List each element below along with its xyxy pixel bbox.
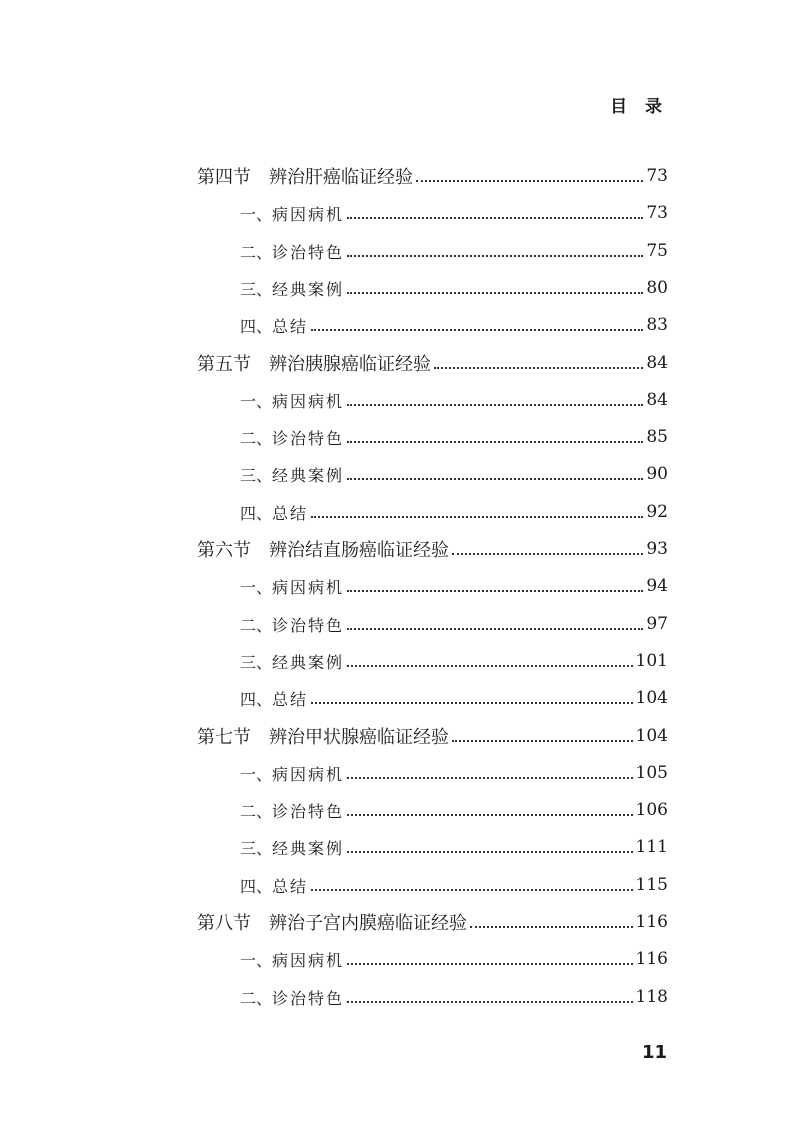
toc-entry-row (240, 386, 668, 414)
toc-page-number: 93 (646, 539, 668, 559)
toc-page-number: 73 (646, 166, 668, 186)
entry-index: 二、 (240, 988, 273, 1008)
entry-index: 四、 (240, 503, 273, 523)
toc-section-row (197, 535, 668, 563)
dot-leader (347, 665, 633, 667)
entry-title: 总结 (272, 689, 309, 709)
toc-page-number: 75 (646, 241, 668, 261)
toc-entry-row (240, 833, 668, 861)
section-number: 第八节 (197, 913, 251, 934)
toc-page-number: 90 (646, 464, 668, 484)
page-header-title: 目 录 (610, 97, 668, 117)
entry-index: 四、 (240, 689, 273, 709)
toc-label (240, 986, 344, 1009)
toc-entry-row (240, 199, 668, 227)
toc-entry-row (240, 460, 668, 488)
dot-leader (452, 553, 643, 555)
toc-page-number: 94 (646, 576, 668, 596)
toc-section-row (197, 162, 668, 190)
toc-page-number: 116 (635, 949, 668, 969)
dot-leader (311, 516, 643, 518)
toc-entry-row (240, 796, 668, 824)
toc-entry-row (240, 759, 668, 787)
entry-index: 三、 (240, 652, 273, 672)
toc-entry-row (240, 647, 668, 675)
entry-title: 经典案例 (272, 279, 345, 299)
toc-label (240, 948, 344, 971)
toc-entry-row (240, 684, 668, 712)
toc-label (197, 536, 449, 562)
toc-page-number: 104 (635, 688, 668, 708)
toc-page-number: 106 (635, 800, 668, 820)
toc-entry-row (240, 274, 668, 302)
entry-index: 四、 (240, 876, 273, 896)
toc-page-number: 97 (646, 614, 668, 634)
entry-index: 二、 (240, 242, 273, 262)
entry-title: 诊治特色 (272, 988, 345, 1008)
toc-page-number: 105 (635, 763, 668, 783)
dot-leader (311, 329, 643, 331)
entry-title: 诊治特色 (272, 428, 345, 448)
entry-index: 三、 (240, 465, 273, 485)
entry-index: 二、 (240, 428, 273, 448)
entry-index: 一、 (240, 764, 273, 784)
entry-title: 经典案例 (272, 838, 345, 858)
toc-label (240, 799, 344, 822)
toc-label (240, 687, 308, 710)
toc-label (197, 909, 467, 935)
dot-leader (347, 963, 633, 965)
entry-title: 诊治特色 (272, 615, 345, 635)
dot-leader (347, 217, 643, 219)
dot-leader (434, 367, 643, 369)
dot-leader (347, 777, 633, 779)
section-title: 辨治子宫内膜癌临证经验 (269, 913, 467, 934)
toc-entry-row (240, 983, 668, 1011)
toc-label (240, 613, 344, 636)
page-number: 11 (641, 1042, 667, 1063)
entry-index: 一、 (240, 950, 273, 970)
toc-label (240, 463, 344, 486)
entry-index: 二、 (240, 615, 273, 635)
entry-title: 诊治特色 (272, 801, 345, 821)
section-number: 第七节 (197, 727, 251, 748)
toc-label (240, 240, 344, 263)
entry-title: 病因病机 (272, 577, 345, 597)
dot-leader (311, 889, 633, 891)
section-title: 辨治肝癌临证经验 (269, 167, 413, 188)
section-title: 辨治甲状腺癌临证经验 (269, 727, 449, 748)
dot-leader (347, 1001, 633, 1003)
entry-title: 诊治特色 (272, 242, 345, 262)
toc-page-number: 118 (635, 987, 668, 1007)
entry-title: 总结 (272, 876, 309, 896)
toc-label (197, 163, 413, 189)
dot-leader (347, 478, 643, 480)
toc-entry-row (240, 498, 668, 526)
toc-label (240, 277, 344, 300)
entry-index: 三、 (240, 279, 273, 299)
toc-entry-row (240, 945, 668, 973)
toc-page-number: 84 (646, 390, 668, 410)
dot-leader (311, 702, 633, 704)
toc-label (240, 202, 344, 225)
dot-leader (416, 180, 643, 182)
dot-leader (347, 255, 643, 257)
toc-label (240, 575, 344, 598)
toc-label (240, 389, 344, 412)
entry-index: 四、 (240, 316, 273, 336)
entry-title: 病因病机 (272, 950, 345, 970)
entry-index: 一、 (240, 577, 273, 597)
entry-title: 总结 (272, 316, 309, 336)
toc-entry-row (240, 610, 668, 638)
section-title: 辨治结直肠癌临证经验 (269, 540, 449, 561)
toc-entry-row (240, 237, 668, 265)
entry-title: 总结 (272, 503, 309, 523)
toc-page-number: 111 (635, 837, 668, 857)
toc-label (240, 836, 344, 859)
entry-index: 一、 (240, 204, 273, 224)
toc-label (240, 501, 308, 524)
toc-page-number: 85 (646, 427, 668, 447)
toc-section-row (197, 349, 668, 377)
section-number: 第四节 (197, 167, 251, 188)
dot-leader (347, 814, 633, 816)
entry-title: 病因病机 (272, 764, 345, 784)
dot-leader (347, 628, 643, 630)
toc-page-number: 101 (635, 651, 668, 671)
entry-index: 一、 (240, 391, 273, 411)
toc-page-number: 104 (635, 726, 668, 746)
toc-label (240, 874, 308, 897)
dot-leader (347, 292, 643, 294)
section-title: 辨治胰腺癌临证经验 (269, 354, 431, 375)
toc-entry-row (240, 871, 668, 899)
toc-label (240, 314, 308, 337)
dot-leader (347, 851, 633, 853)
toc-label (240, 762, 344, 785)
section-number: 第五节 (197, 354, 251, 375)
entry-index: 三、 (240, 838, 273, 858)
toc-label (197, 350, 431, 376)
dot-leader (347, 404, 643, 406)
toc-label (197, 723, 449, 749)
toc-entry-row (240, 311, 668, 339)
toc-page-number: 115 (635, 875, 668, 895)
dot-leader (470, 926, 633, 928)
dot-leader (347, 590, 643, 592)
toc-page-number: 73 (646, 203, 668, 223)
entry-index: 二、 (240, 801, 273, 821)
toc-section-row (197, 722, 668, 750)
toc-section-row (197, 908, 668, 936)
entry-title: 病因病机 (272, 391, 345, 411)
toc-label (240, 650, 344, 673)
toc-label (240, 426, 344, 449)
toc-entry-row (240, 572, 668, 600)
entry-title: 病因病机 (272, 204, 345, 224)
toc-page-number: 92 (646, 502, 668, 522)
toc-page-number: 116 (635, 912, 668, 932)
section-number: 第六节 (197, 540, 251, 561)
dot-leader (452, 740, 633, 742)
entry-title: 经典案例 (272, 465, 345, 485)
entry-title: 经典案例 (272, 652, 345, 672)
toc-page-number: 80 (646, 278, 668, 298)
dot-leader (347, 441, 643, 443)
toc-page-number: 84 (646, 353, 668, 373)
toc-entry-row (240, 423, 668, 451)
toc-page-number: 83 (646, 315, 668, 335)
